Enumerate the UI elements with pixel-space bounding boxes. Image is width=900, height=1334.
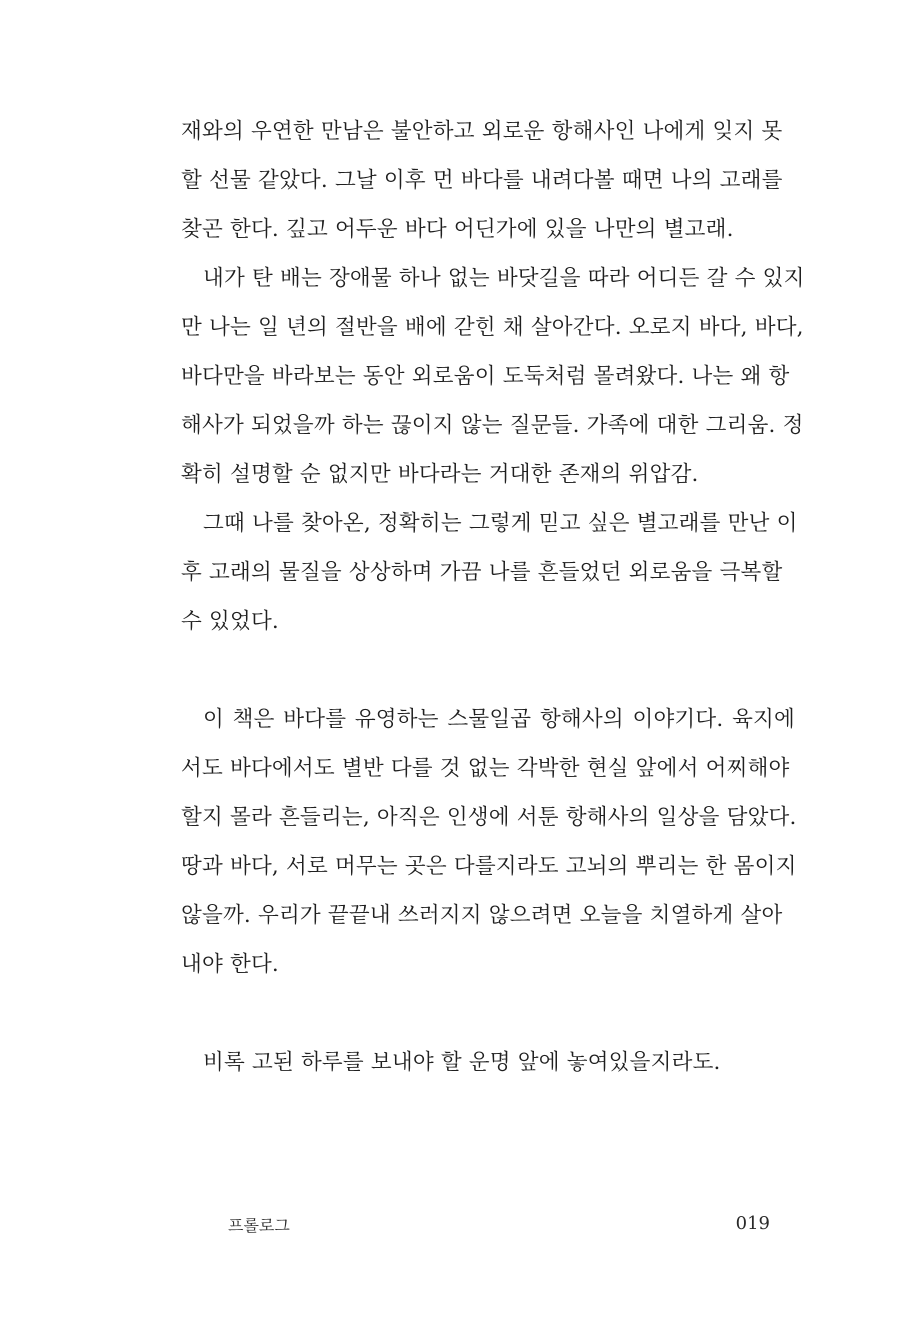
body-line-15: 땅과 바다, 서로 머무는 곳은 다를지라도 고뇌의 뿌리는 한 몸이지 [181,854,797,879]
body-line-4: 내가 탄 배는 장애물 하나 없는 바닷길을 따라 어디든 갈 수 있지 [203,266,805,291]
body-line-16: 않을까. 우리가 끝끝내 쓰러지지 않으려면 오늘을 치열하게 살아 [181,903,783,928]
running-footer-section-title: 프롤로그 [228,1216,290,1235]
body-line-2: 할 선물 같았다. 그날 이후 먼 바다를 내려다볼 때면 나의 고래를 [181,168,783,193]
body-line-12: 이 책은 바다를 유영하는 스물일곱 항해사의 이야기다. 육지에 [203,707,795,732]
body-line-7: 해사가 되었을까 하는 끊이지 않는 질문들. 가족에 대한 그리움. 정 [181,413,804,438]
body-line-11: 수 있었다. [181,609,279,634]
body-line-8: 확히 설명할 순 없지만 바다라는 거대한 존재의 위압감. [181,462,699,487]
body-line-13: 서도 바다에서도 별반 다를 것 없는 각박한 현실 앞에서 어찌해야 [181,756,790,781]
body-line-14: 할지 몰라 흔들리는, 아직은 인생에 서툰 항해사의 일상을 담았다. [181,805,797,830]
body-line-17: 내야 한다. [181,952,279,977]
body-line-6: 바다만을 바라보는 동안 외로움이 도둑처럼 몰려왔다. 나는 왜 항 [181,364,790,389]
body-line-1: 재와의 우연한 만남은 불안하고 외로운 항해사인 나에게 잊지 못 [181,119,783,144]
body-line-10: 후 고래의 물질을 상상하며 가끔 나를 흔들었던 외로움을 극복할 [181,560,783,585]
body-line-18: 비록 고된 하루를 보내야 할 운명 앞에 놓여있을지라도. [203,1050,721,1075]
page-number: 019 [735,1213,770,1234]
body-line-3: 찾곤 한다. 깊고 어두운 바다 어딘가에 있을 나만의 별고래. [181,217,734,242]
body-line-9: 그때 나를 찾아온, 정확히는 그렇게 믿고 싶은 별고래를 만난 이 [203,511,798,536]
body-line-5: 만 나는 일 년의 절반을 배에 갇힌 채 살아간다. 오로지 바다, 바다, [181,315,804,340]
